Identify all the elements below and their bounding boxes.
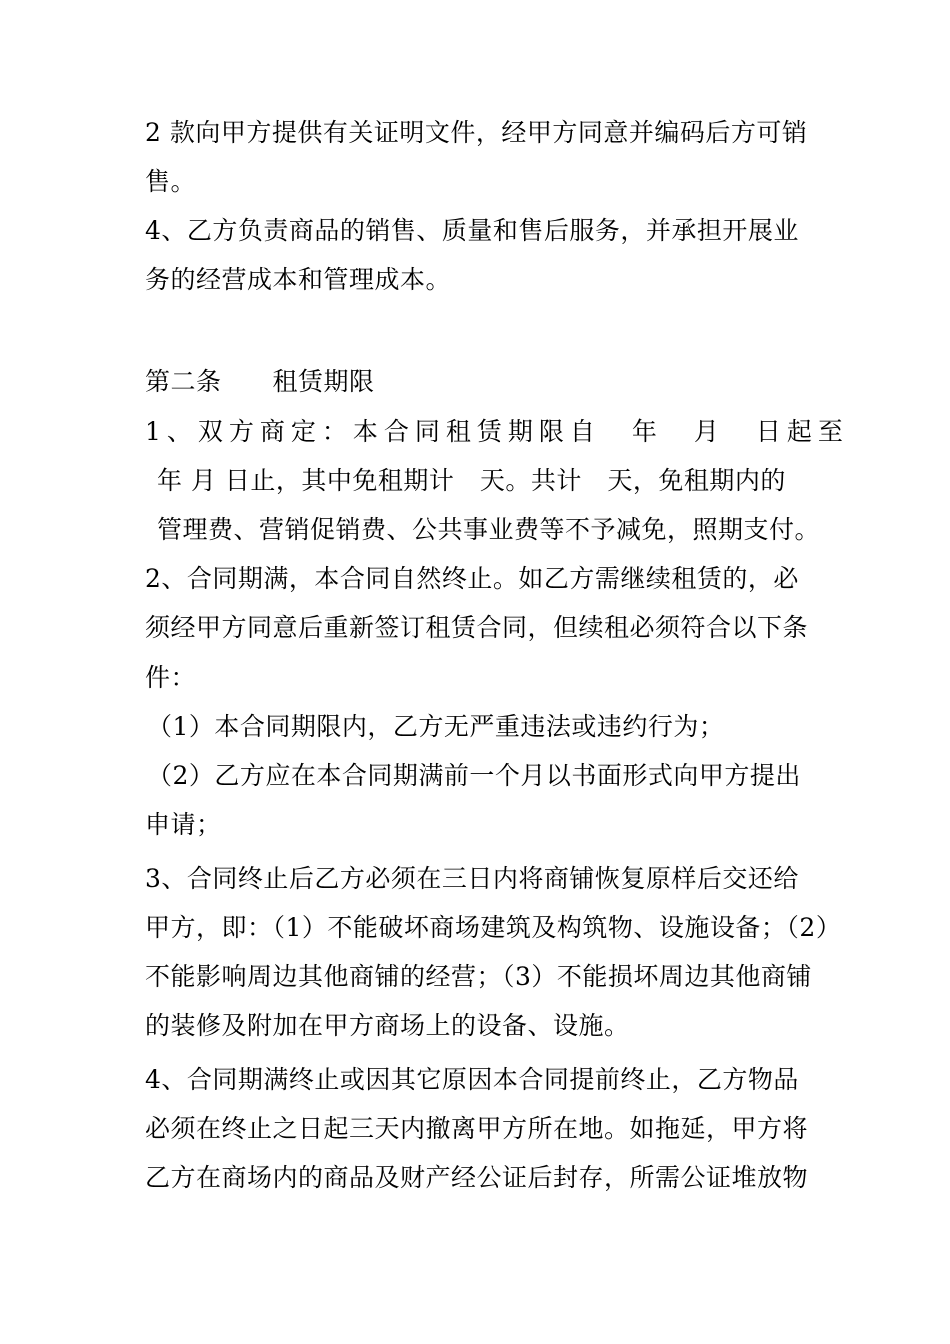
text-line: 3、合同终止后乙方必须在三日内将商铺恢复原样后交还给 [145, 864, 799, 893]
text-line: 须经甲方同意后重新签订租赁合同，但续租必须符合以下条 [145, 613, 809, 642]
text-line: 1、双方商定：本合同租赁期限自 年 月 日起至 [145, 417, 849, 446]
section-heading: 第二条 租赁期限 [145, 367, 375, 396]
text-line: 2 款向甲方提供有关证明文件，经甲方同意并编码后方可销 [145, 118, 808, 147]
text-line: （1）本合同期限内，乙方无严重违法或违约行为； [147, 712, 725, 741]
text-line: 件： [145, 663, 197, 692]
text-line: 不能影响周边其他商铺的经营；（3）不能损坏周边其他商铺 [145, 962, 812, 991]
text-line: 2、合同期满，本合同自然终止。如乙方需继续租赁的，必 [145, 564, 799, 593]
text-line: 乙方在商场内的商品及财产经公证后封存，所需公证堆放物 [145, 1163, 809, 1192]
text-line: 的装修及附加在甲方商场上的设备、设施。 [145, 1011, 630, 1040]
text-line: （2）乙方应在本合同期满前一个月以书面形式向甲方提出 [147, 761, 801, 790]
text-line: 4、乙方负责商品的销售、质量和售后服务，并承担开展业 [145, 216, 799, 245]
text-line: 必须在终止之日起三天内撤离甲方所在地。如拖延，甲方将 [145, 1114, 809, 1143]
text-line: 务的经营成本和管理成本。 [145, 265, 452, 294]
text-line: 申请； [145, 810, 222, 839]
text-line: 售。 [145, 167, 197, 196]
text-line: 管理费、营销促销费、公共事业费等不予减免，照期支付。 [157, 515, 821, 544]
text-line: 甲方，即：（1）不能破坏商场建筑及构筑物、设施设备；（2） [145, 913, 842, 942]
text-line: 年 月 日止，其中免租期计 天。共计 天，免租期内的 [157, 466, 786, 495]
text-line: 4、合同期满终止或因其它原因本合同提前终止，乙方物品 [145, 1065, 799, 1094]
